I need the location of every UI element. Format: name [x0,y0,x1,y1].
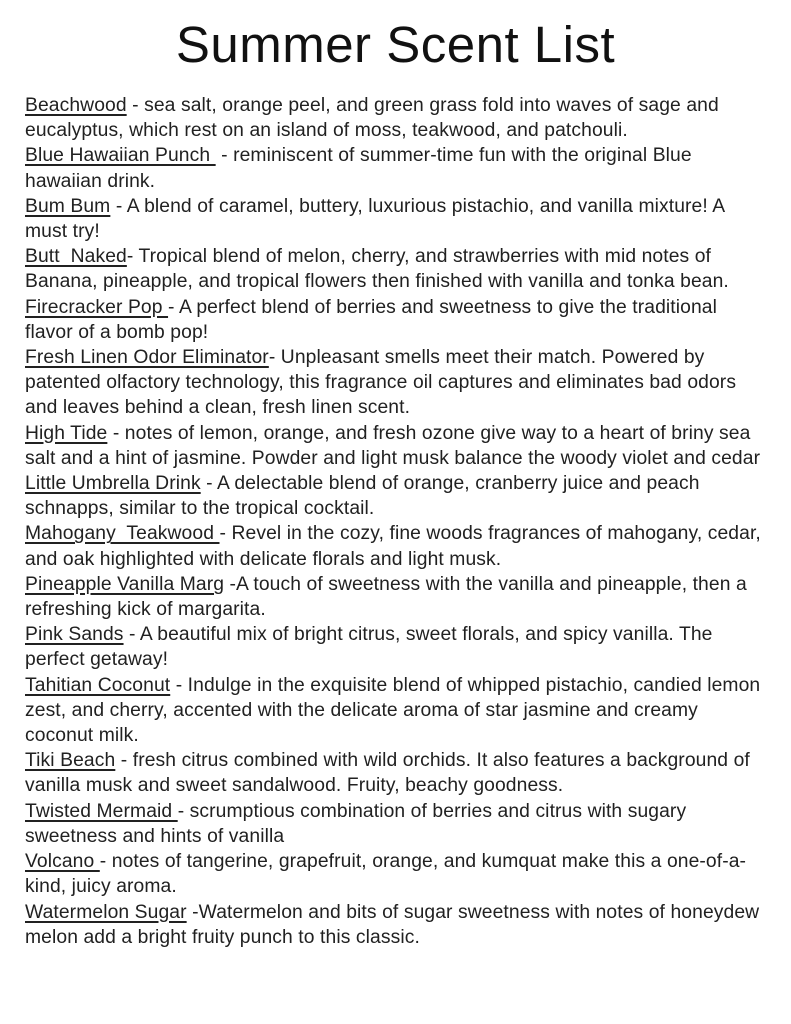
scent-name: Volcano [25,851,100,873]
scent-name: Little Umbrella Drink [25,473,201,495]
scent-name: High Tide [25,422,108,444]
scent-description: - Unpleasant smells meet their match. Powered by patented olfactory technology, this fragrance oil captures and eliminates bad odors and leaves behind a clean, fresh linen scent. [25,347,742,419]
scent-description: - Tropical blend of melon, cherry, and strawberries with mid notes of Banana, pineapple, and tropical flowers then finished with vanilla and tonka bean. [25,246,729,293]
scent-name: Beachwood [25,95,127,116]
scent-entry [25,345,765,421]
scent-name: Butt Naked [25,246,127,268]
scent-name: Watermelon Sugar [25,901,187,923]
scent-name: Blue Hawaiian Punch [25,145,216,167]
scent-name: Bum Bum [25,195,111,217]
scent-name: Pineapple Vanilla Marg [25,573,225,595]
scent-description: - scrumptious combination of berries and citrus with sugary sweetness and hints of vanilla [25,800,692,847]
scent-name: Firecracker Pop [25,296,169,318]
scent-name: Mahogany Teakwood [25,523,220,545]
scent-description: - A blend of caramel, buttery, luxurious pistachio, and vanilla mixture! A must try! [25,195,730,243]
scent-description: - reminiscent of summer-time fun with the original Blue hawaiian drink. [25,145,698,192]
scent-description: - notes of tangerine, grapefruit, orange, and kumquat make this a one-of-a-kind, juicy aroma. [25,851,747,898]
scent-description: - notes of lemon, orange, and fresh ozone give way to a heart of briny sea salt and a hint of jasmine. Powder and light musk balance the woody violet and cedar [25,422,761,469]
scent-entry [25,622,765,672]
scent-description: - A delectable blend of orange, cranberry juice and peach schnapps, similar to the tropical cocktail. [25,473,706,520]
scent-description: - A beautiful mix of bright citrus, sweet florals, and spicy vanilla. The perfect getaway! [25,624,718,671]
scent-description: -Watermelon and bits of sugar sweetness with notes of honeydew melon add a bright fruity punch to this classic. [25,901,765,948]
scent-entry [25,471,765,521]
scent-description: - fresh citrus combined with wild orchids. It also features a background of vanilla musk and sweet sandalwood. Fruity, beachy goodness. [25,750,756,797]
scent-entry [25,194,765,244]
scent-entry [25,93,765,143]
scent-entry [25,143,765,193]
scent-description: - Revel in the cozy, fine woods fragrances of mahogany, cedar, and oak highlighted with delicate florals and light musk. [25,523,767,570]
scent-description: -A touch of sweetness with the vanilla and pineapple, then a refreshing kick of margarita. [25,573,753,621]
scent-entry [25,849,765,899]
scent-entry [25,521,765,571]
scent-description: - sea salt, orange peel, and green grass fold into waves of sage and eucalyptus, which rest on an island of moss, teakwood, and patchouli. [25,95,725,142]
scent-name: Tahitian Coconut [25,674,171,696]
page-title: Summer Scent List [175,16,616,73]
scent-entry [25,673,765,749]
scent-entry [25,244,765,294]
scent-name: Fresh Linen Odor Eliminator [25,347,269,369]
scent-description: - A perfect blend of berries and sweetness to give the traditional flavor of a bomb pop! [25,296,723,343]
scent-name: Pink Sands [25,624,124,646]
scent-entry [25,421,765,471]
scent-entry [25,748,765,798]
scent-name: Twisted Mermaid [25,800,178,822]
scent-entry [25,799,765,849]
scent-description: - Indulge in the exquisite blend of whipped pistachio, candied lemon zest, and cherry, accented with the delicate aroma of star jasmine and creamy coconut milk. [25,674,766,747]
scent-name: Tiki Beach [25,750,116,772]
scent-entry [25,572,765,622]
scent-entry [25,900,765,950]
scent-entry [25,295,765,345]
scent-list [25,93,765,950]
